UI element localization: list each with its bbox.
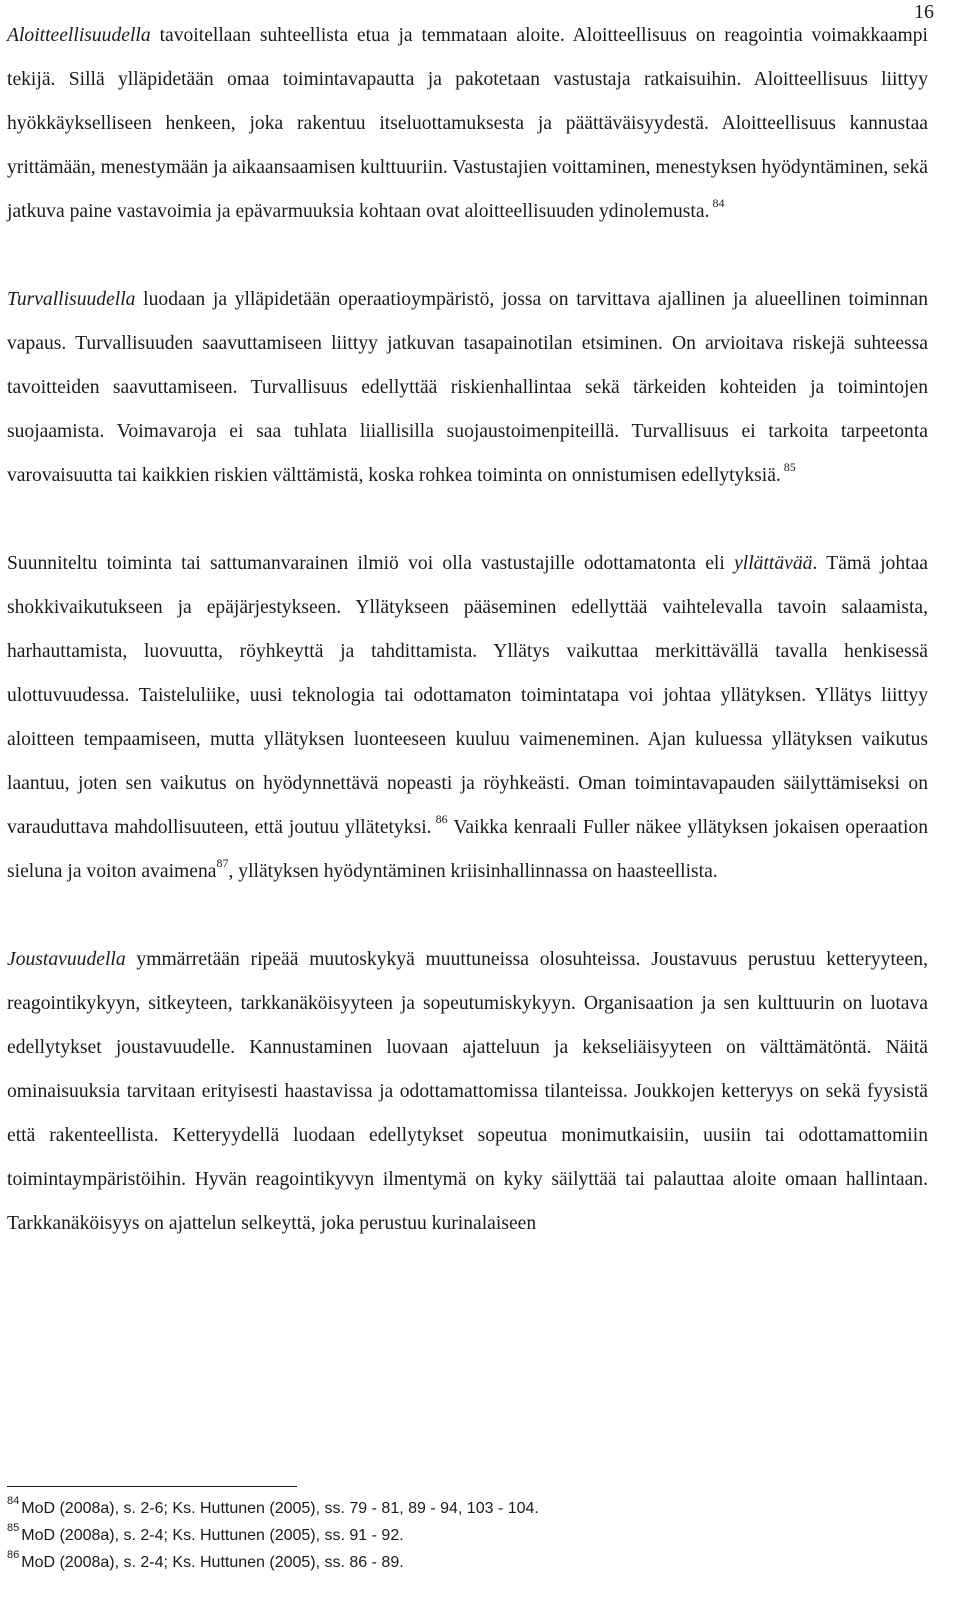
text-segment: Suunniteltu toiminta tai sattumanvarainen ilmiö voi olla vastustajille odottamatonta eli (7, 553, 735, 574)
footnote-text: MoD (2008a), s. 2-4; Ks. Huttunen (2005), ss. 86 - 89. (21, 1554, 404, 1571)
footnote-reference: 86 (431, 812, 448, 827)
italic-term: Joustavuudella (7, 949, 126, 970)
footnote-number: 84 (7, 1494, 20, 1507)
footnote-84 (7, 1495, 928, 1522)
body-text (7, 14, 928, 1246)
footnote-reference: 84 (709, 196, 725, 211)
paragraph-flexibility (7, 938, 928, 1246)
italic-term: yllättävää (734, 553, 813, 574)
footnote-reference: 85 (780, 460, 796, 475)
text-segment: , yllätyksen hyödyntäminen kriisinhallinnassa on haasteellista. (228, 861, 718, 882)
text-segment: Vaikka kenraali Fuller näkee yllätyksen jokaisen operaation sieluna ja voiton avaimena (7, 817, 928, 882)
page-number: 16 (914, 1, 934, 23)
paragraph-surprise (7, 542, 928, 894)
text-segment: ymmärretään ripeää muutoskykyä muuttuneissa olosuhteissa. Joustavuus perustuu ketteryyteen, reagointikykyyn, sitkeyteen, tarkkanäköisyyteen ja sopeutumiskykyyn. Organisaation ja sen kulttuurin on luotava edellytykset joustavuudelle. Kannustaminen luovaan ajatteluun ja kekseliäisyyteen on välttämätöntä. Näitä ominaisuuksia tarvitaan erityisesti haastavissa ja odottamattomissa tilanteissa. Joukkojen ketteryys on sekä fyysistä että rakenteellista. Ketteryydellä luodaan edellytykset sopeutua monimutkaisiin, uusiin tai odottamattomiin toimintaympäristöihin. Hyvän reagointikyvyn ilmentymä on kyky säilyttää tai palauttaa aloite omaan hallintaan. Tarkkanäköisyys on ajattelun selkeyttä, joka perustuu kurinalaiseen (7, 949, 928, 1234)
footnote-86 (7, 1549, 928, 1576)
footnote-85 (7, 1522, 928, 1549)
footnote-reference: 87 (216, 856, 229, 871)
text-segment: . Tämä johtaa shokkivaikutukseen ja epäjärjestykseen. Yllätykseen pääseminen edellyttää vaihtelevalla tavoin salaamista, harhauttamista, luovuutta, röyhkeyttä ja tahdittamista. Yllätys vaikuttaa merkittävällä tavalla henkisessä ulottuvuudessa. Taisteluliike, uusi teknologia tai odottamaton toimintatapa voi johtaa yllätyksen. Yllätys liittyy aloitteen tempaamiseen, mutta yllätyksen luonteeseen kuuluu vaimeneminen. Ajan kuluessa yllätyksen vaikutus laantuu, joten sen vaikutus on hyödynnettävä nopeasti ja röyhkeästi. Oman toimintavapauden säilyttämiseksi on varauduttava mahdollisuuteen, että joutuu yllätetyksi. (7, 553, 928, 838)
text-segment: luodaan ja ylläpidetään operaatioympäristö, jossa on tarvittava ajallinen ja alueellinen toiminnan vapaus. Turvallisuuden saavuttamiseen liittyy jatkuvan tasapainotilan etsiminen. On arvioitava riskejä suhteessa tavoitteiden saavuttamiseen. Turvallisuus edellyttää riskienhallintaa sekä tärkeiden kohteiden ja toimintojen suojaamista. Voimavaroja ei saa tuhlata liiallisilla suojaustoimenpiteillä. Turvallisuus ei tarkoita tarpeetonta varovaisuutta tai kaikkien riskien välttämistä, koska rohkea toiminta on onnistumisen edellytyksiä. (7, 289, 928, 486)
footnote-number: 86 (7, 1548, 20, 1561)
text-segment: tavoitellaan suhteellista etua ja temmataan aloite. Aloitteellisuus on reagointia voimakkaampi tekijä. Sillä ylläpidetään omaa toimintavapautta ja pakotetaan vastustaja ratkaisuihin. Aloitteellisuus liittyy hyökkäykselliseen henkeen, joka rakentuu itseluottamuksesta ja päättäväisyydestä. Aloitteellisuus kannustaa yrittämään, menestymään ja aikaansaamisen kulttuuriin. Vastustajien voittaminen, menestyksen hyödyntäminen, sekä jatkuva paine vastavoimia ja epävarmuuksia kohtaan ovat aloitteellisuuden ydinolemusta. (7, 25, 928, 222)
footnote-text: MoD (2008a), s. 2-4; Ks. Huttunen (2005), ss. 91 - 92. (21, 1527, 404, 1544)
italic-term: Aloitteellisuudella (7, 25, 151, 46)
footnotes (7, 1495, 928, 1576)
italic-term: Turvallisuudella (7, 289, 136, 310)
footnote-number: 85 (7, 1521, 20, 1534)
footnote-text: MoD (2008a), s. 2-6; Ks. Huttunen (2005), ss. 79 - 81, 89 - 94, 103 - 104. (21, 1500, 539, 1517)
paragraph-initiative (7, 14, 928, 234)
paragraph-security (7, 278, 928, 498)
footnote-divider (7, 1486, 297, 1487)
